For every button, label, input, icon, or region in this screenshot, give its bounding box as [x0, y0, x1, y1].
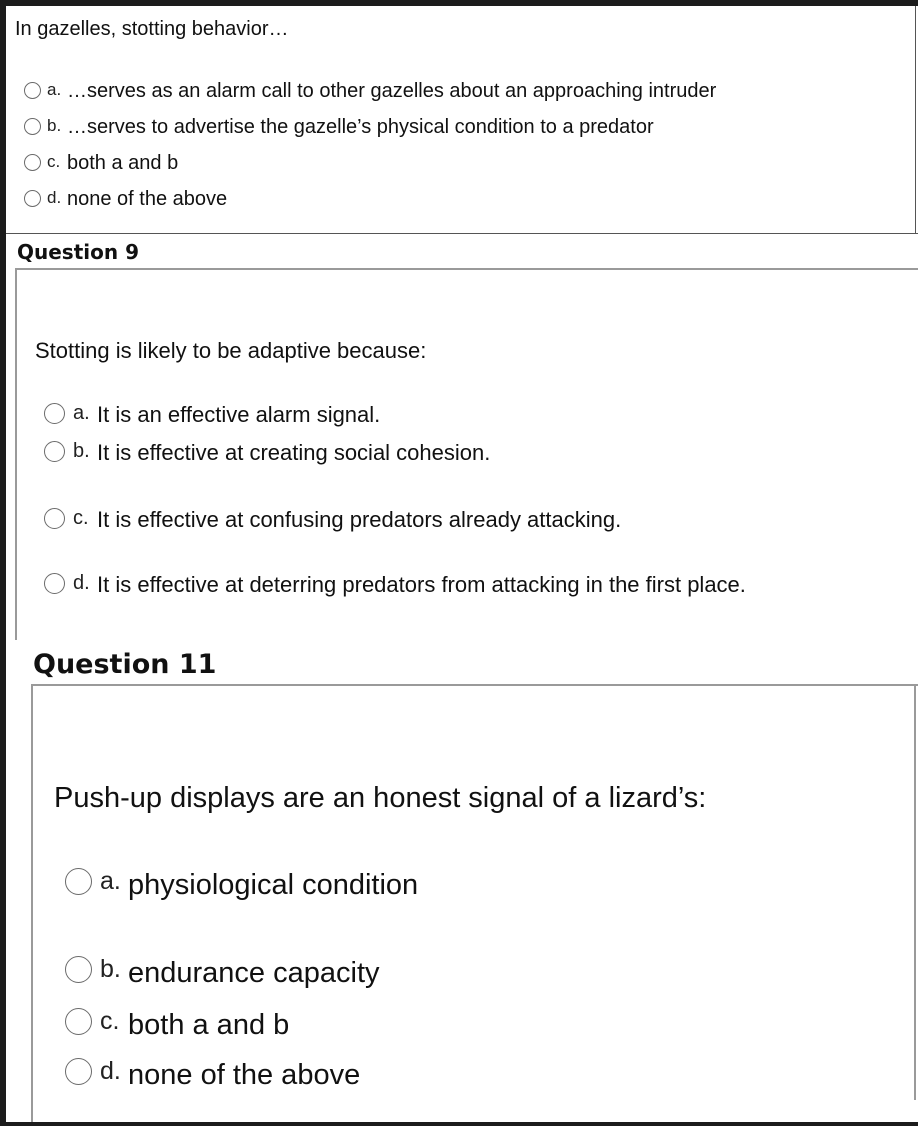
option-text: …serves to advertise the gazelle’s physical condition to a predator	[67, 116, 654, 138]
option-text: none of the above	[128, 1059, 361, 1091]
radio-button[interactable]	[44, 508, 65, 529]
window-frame-bottom	[0, 1122, 918, 1126]
option-letter: b.	[47, 116, 62, 135]
radio-button[interactable]	[65, 868, 92, 895]
radio-button[interactable]	[65, 1008, 92, 1035]
radio-button[interactable]	[44, 441, 65, 462]
question-9-heading: Question 9	[17, 240, 139, 264]
radio-button[interactable]	[44, 403, 65, 424]
radio-button[interactable]	[24, 154, 41, 171]
option-letter: c.	[100, 1007, 120, 1035]
question-8-box-border	[915, 6, 916, 233]
option-text: both a and b	[67, 152, 179, 174]
question-11-heading: Question 11	[33, 649, 217, 680]
question-8-prompt: In gazelles, stotting behavior…	[15, 18, 289, 40]
question-11-prompt: Push-up displays are an honest signal of a lizard’s:	[54, 782, 707, 814]
question-11-panel-top-border	[31, 684, 918, 686]
option-letter: d.	[47, 188, 62, 207]
window-frame-top	[0, 0, 918, 6]
radio-button[interactable]	[24, 190, 41, 207]
option-text: physiological condition	[128, 869, 419, 901]
option-text: It is effective at confusing predators already attacking.	[97, 507, 622, 532]
option-letter: c.	[73, 507, 89, 529]
option-text: …serves as an alarm call to other gazelles about an approaching intruder	[67, 80, 717, 102]
radio-button[interactable]	[24, 118, 41, 135]
question-9-panel-top-border	[15, 268, 918, 270]
radio-button[interactable]	[44, 573, 65, 594]
option-text: endurance capacity	[128, 957, 380, 989]
radio-button[interactable]	[65, 1058, 92, 1085]
option-text: It is an effective alarm signal.	[97, 402, 381, 427]
window-frame-left	[0, 0, 6, 1126]
option-letter: a.	[73, 402, 90, 424]
question-11-panel-right-border	[914, 686, 916, 1100]
question-divider	[6, 233, 918, 234]
option-letter: d.	[73, 572, 90, 594]
option-letter: b.	[73, 440, 90, 462]
option-text: It is effective at deterring predators from attacking in the first place.	[97, 572, 746, 597]
option-letter: b.	[100, 955, 121, 983]
option-text: It is effective at creating social cohesion.	[97, 440, 491, 465]
question-9-prompt: Stotting is likely to be adaptive because:	[35, 338, 427, 363]
option-text: none of the above	[67, 188, 228, 210]
option-letter: d.	[100, 1057, 121, 1085]
question-11-panel-left-border	[31, 684, 33, 1122]
option-letter: a.	[100, 867, 121, 895]
option-text: both a and b	[128, 1009, 290, 1041]
radio-button[interactable]	[65, 956, 92, 983]
radio-button[interactable]	[24, 82, 41, 99]
option-letter: c.	[47, 152, 61, 171]
question-9-panel-left-border	[15, 268, 17, 640]
option-letter: a.	[47, 80, 62, 99]
